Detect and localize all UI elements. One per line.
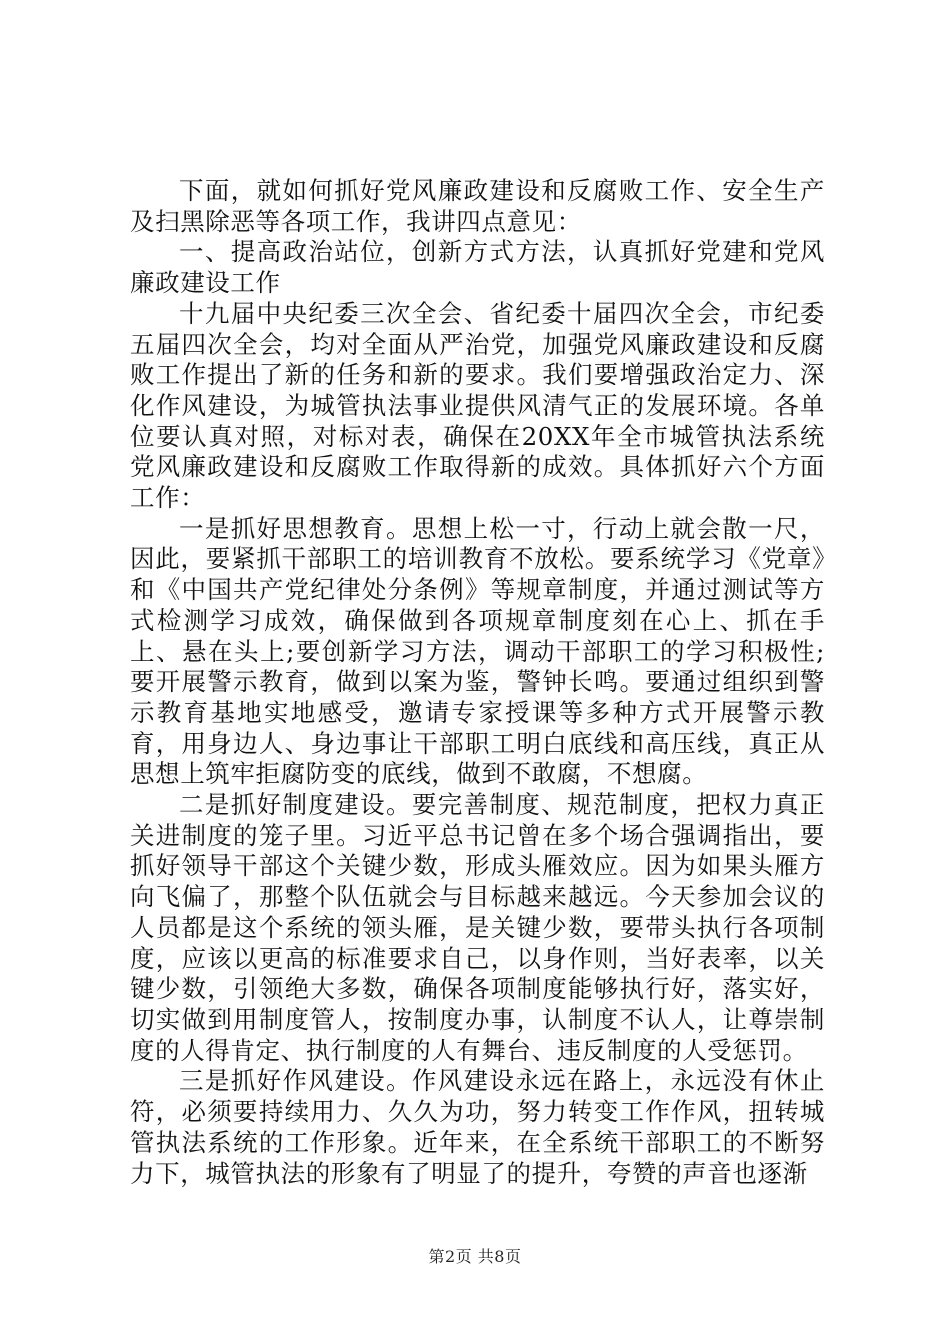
paragraph-ideological-education: 一是抓好思想教育。思想上松一寸，行动上就会散一尺，因此，要紧抓干部职工的培训教育不放松。要系统学习《党章》和《中国共产党纪律处分条例》等规章制度，并通过测试等方式检测学习成效，确保做到各项规章制度刻在心上、抓在手上、悬在头上;要创新学习方法，调动干部职工的学习积极性;要开展警示教育，做到以案为鉴，警钟长鸣。要通过组织到警示教育基地实地感受，邀请专家授课等多种方式开展警示教育，用身边人、身边事让干部职工明白底线和高压线，真正从思想上筑牢拒腐防变的底线，做到不敢腐，不想腐。	[130, 513, 825, 789]
paragraph-intro: 下面，就如何抓好党风廉政建设和反腐败工作、安全生产及扫黑除恶等各项工作，我讲四点意见：	[130, 176, 825, 236]
paragraph-system-building: 二是抓好制度建设。要完善制度、规范制度，把权力真正关进制度的笼子里。习近平总书记曾在多个场合强调指出，要抓好领导干部这个关键少数，形成头雁效应。因为如果头雁方向飞偏了，那整个队伍就会与目标越来越远。今天参加会议的人员都是这个系统的领头雁，是关键少数，要带头执行各项制度，应该以更高的标准要求自己，以身作则，当好表率，以关键少数，引领绝大多数，确保各项制度能够执行好，落实好，切实做到用制度管人，按制度办事，认制度不认人，让尊崇制度的人得肯定、执行制度的人有舞台、违反制度的人受惩罚。	[130, 790, 825, 1065]
document-body	[130, 176, 825, 1189]
paragraph-work-style: 三是抓好作风建设。作风建设永远在路上，永远没有休止符，必须要持续用力、久久为功，努力转变工作作风，扭转城管执法系统的工作形象。近年来，在全系统干部职工的不断努力下，城管执法的形象有了明显了的提升，夸赞的声音也逐渐	[130, 1066, 825, 1188]
page-number-footer: 第2页 共8页	[428, 1247, 522, 1266]
section-heading-1: 一、提高政治站位，创新方式方法，认真抓好党建和党风廉政建设工作	[130, 237, 825, 298]
paragraph-section-1-overview: 十九届中央纪委三次全会、省纪委十届四次全会，市纪委五届四次全会，均对全面从严治党，加强党风廉政建设和反腐败工作提出了新的任务和新的要求。我们要增强政治定力、深化作风建设，为城管执法事业提供风清气正的发展环境。各单位要认真对照，对标对表，确保在20XX年全市城管执法系统党风廉政建设和反腐败工作取得新的成效。具体抓好六个方面工作：	[130, 298, 825, 513]
